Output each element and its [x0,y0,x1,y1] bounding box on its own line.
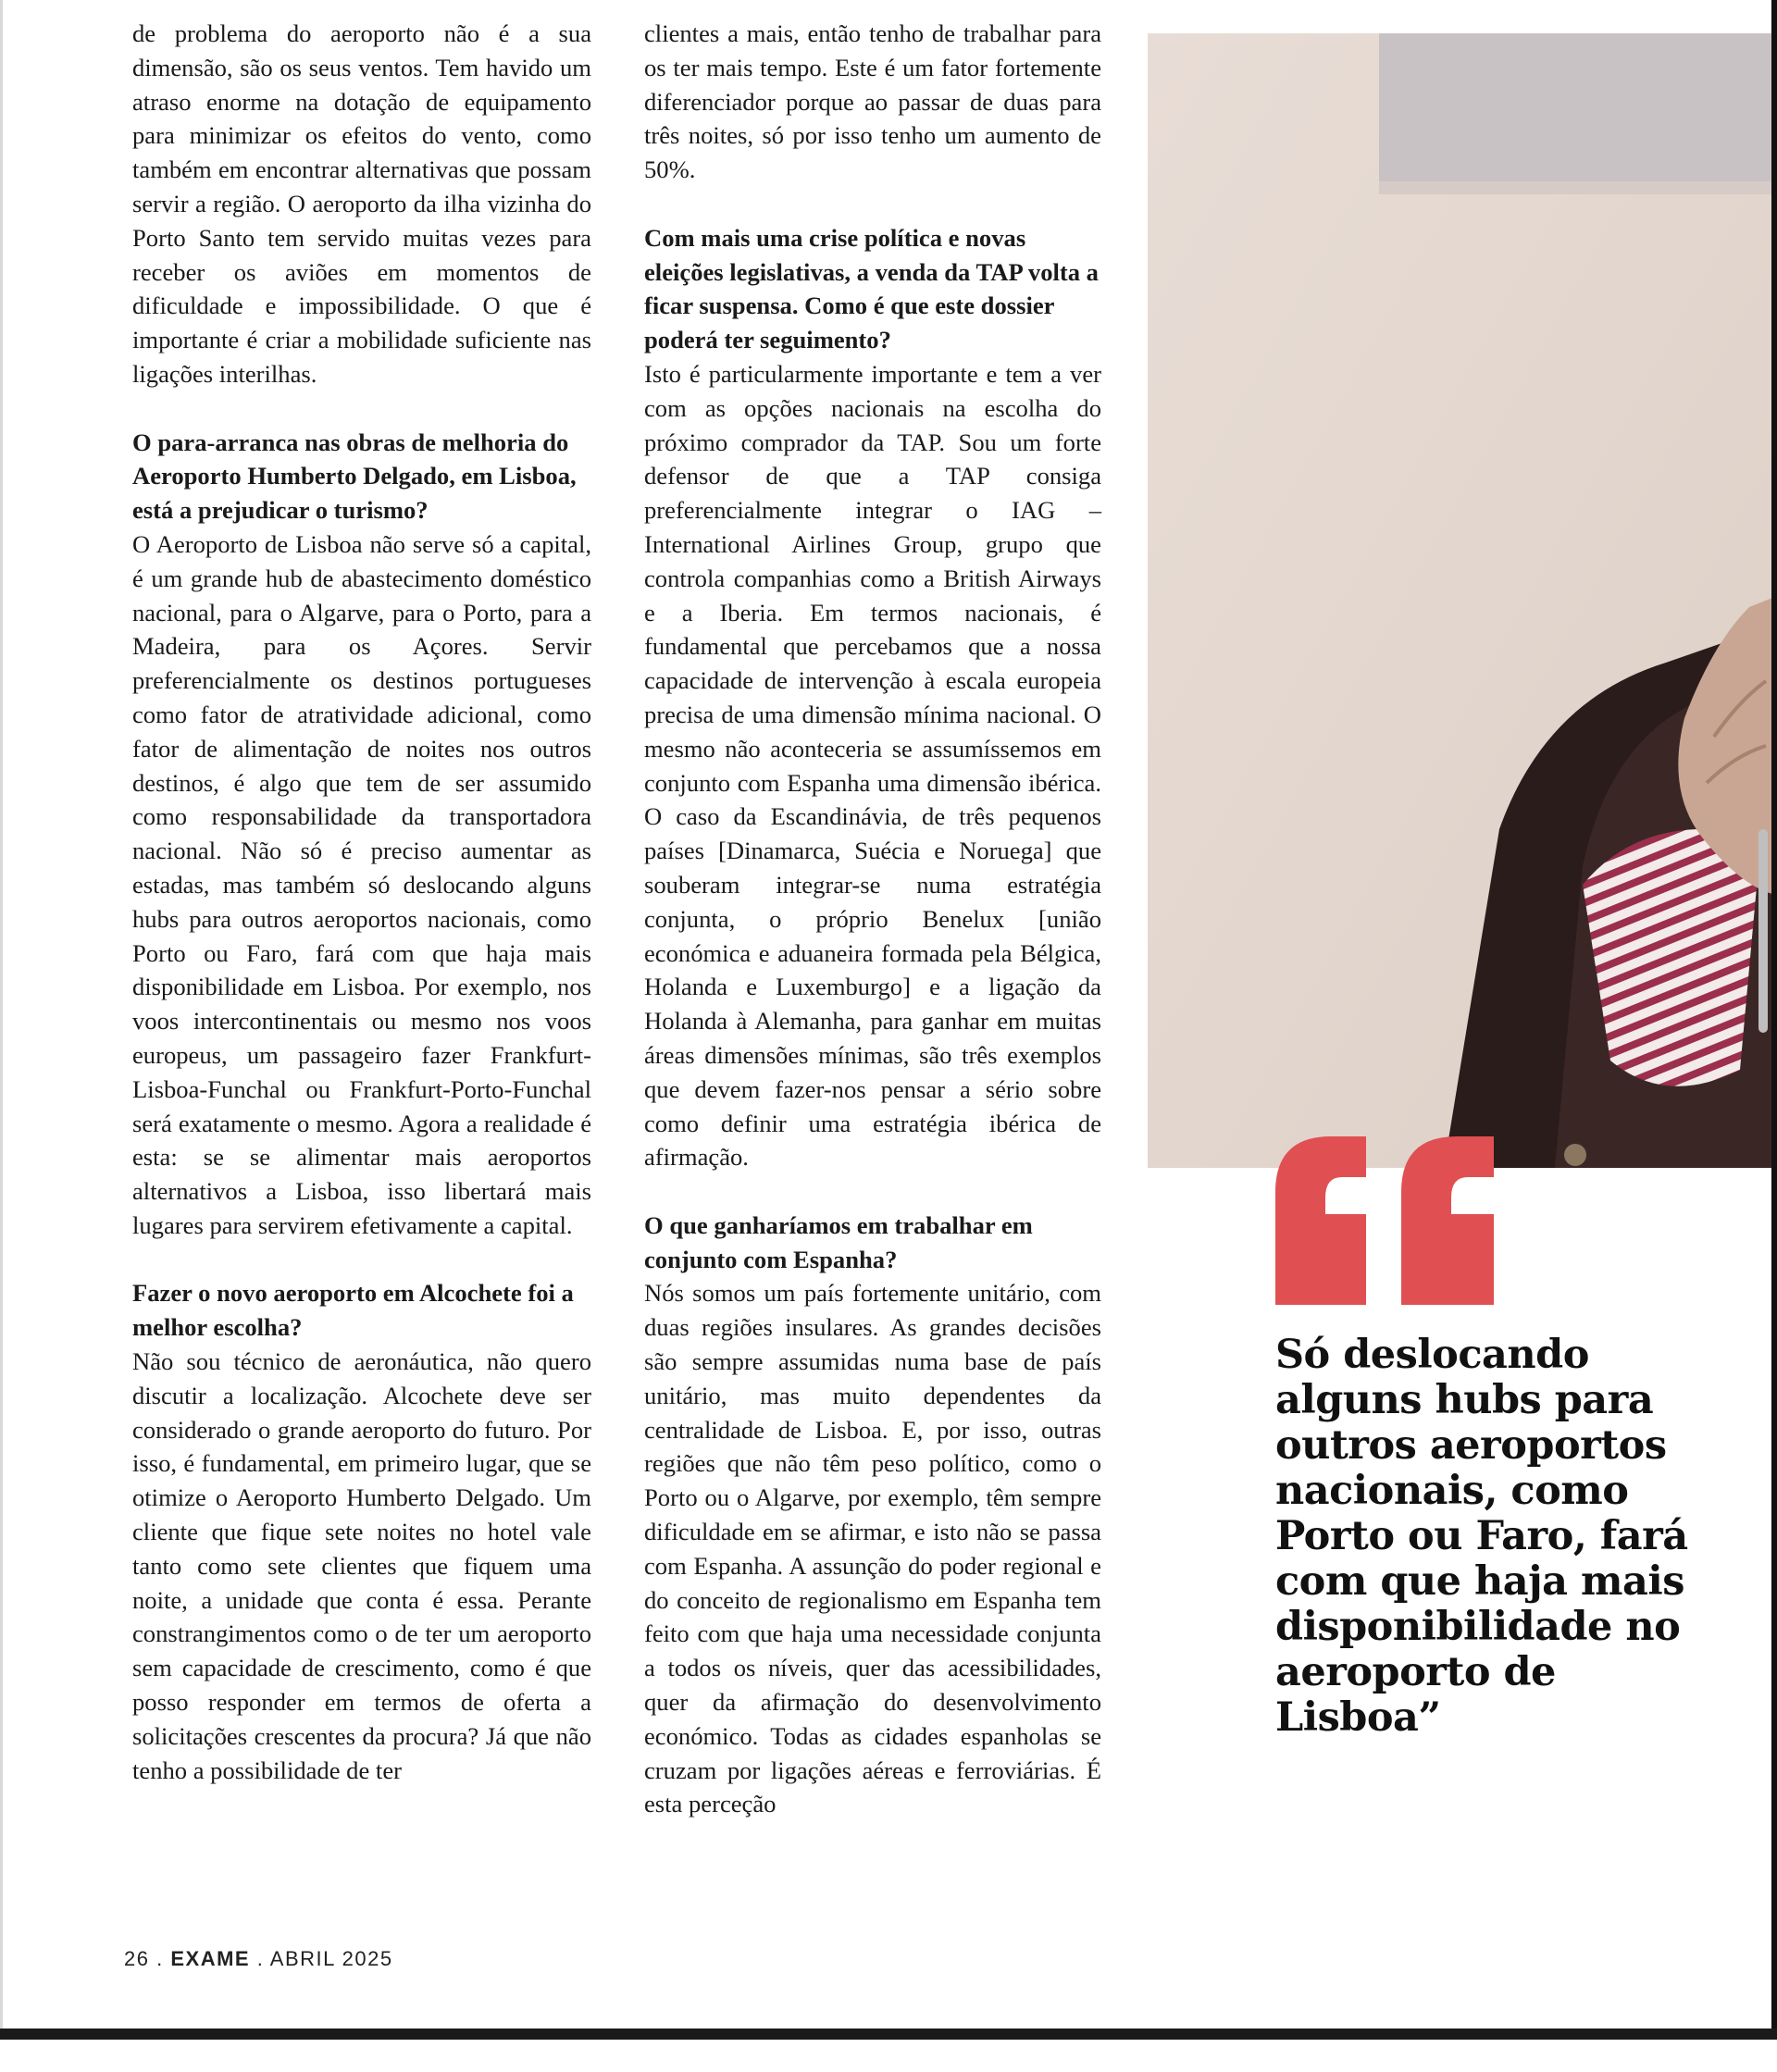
interview-question: O para-arranca nas obras de melhoria do Aeroporto Humberto Delgado, em Lisboa, está a prejudicar o turismo? [132,428,577,525]
interviewee-photo [1148,33,1772,1168]
page-left-edge [0,0,3,2036]
page-footer [124,1947,393,1971]
paragraph: Não sou técnico de aeronáutica, não quero discutir a localização. Alcochete deve ser considerado o grande aeroporto do futuro. Por isso, é fundamental, em primeiro lugar, que se otimize o Aeroporto Humberto Delgado. Um cliente que fique sete noites no hotel vale tanto como sete clientes que fiquem uma noite, a unidade que conta é essa. Perante constrangimentos como o de ter um aeroporto sem capacidade de crescimento, como é que posso responder em termos de oferta a solicitações crescentes da procura? Já que não tenho a possibilidade de ter [132,1347,591,1784]
paragraph: Nós somos um país fortemente unitário, com duas regiões insulares. As grandes decisões são sempre assumidas numa base de país unitário, mas muito dependentes da centralidade de Lisboa. E, por isso, outras regiões que não têm peso político, como o Porto ou o Algarve, por exemplo, têm sempre dificuldade em se afirmar, e isto não se passa com Espanha. A assunção do poder regional e do conceito de regionalismo em Espanha tem feito com que haja uma necessidade conjunta a todos os níveis, quer das acessibilidades, quer da afirmação do desenvolvimento económico. Todas as cidades espanholas se cruzam por ligações aéreas e ferroviárias. É esta perceção [644,1279,1101,1818]
footer-separator: . [256,1947,265,1970]
paragraph: de problema do aeroporto não é a sua dimensão, são os seus ventos. Tem havido um atraso enorme na dotação de equipamento para minimizar os efeitos do vento, como também em encontrar alternativas que possam servir a região. O aeroporto da ilha vizinha do Porto Santo tem servido muitas vezes para receber os aviões em momentos de dificuldade e impossibilidade. O que é importante é criar a mobilidade suficiente nas ligações interilhas. [132,19,591,388]
interview-question: Com mais uma crise política e novas eleições legislativas, a venda da TAP volta a ficar suspensa. Como é que este dossier poderá ter seguimento? [644,223,1099,354]
paragraph: clientes a mais, então tenho de trabalhar para os ter mais tempo. Este é um fator fortemente diferenciador porque ao passar de duas para três noites, só por isso tenho um aumento de 50%. [644,19,1101,184]
page-right-edge [1771,0,1777,2036]
paragraph: O Aeroporto de Lisboa não serve só a capital, é um grande hub de abastecimento doméstico nacional, para o Algarve, para o Porto, para a Madeira, para os Açores. Servir preferencialmente os destinos portugueses como fator de atratividade adicional, como fator de alimentação de noites nos outros destinos, é algo que tem de ser assumido como responsabilidade da transportadora nacional. Não só é preciso aumentar as estadas, mas também só deslocando alguns hubs para outros aeroportos nacionais, como Porto ou Faro, fará com que haja mais disponibilidade em Lisboa. Por exemplo, nos voos intercontinentais ou mesmo nos voos europeus, um passageiro fazer Frankfurt-Lisboa-Funchal ou Frankfurt-Porto-Funchal será exatamente o mesmo. Agora a realidade é esta: se se alimentar mais aeroportos alternativos a Lisboa, isso libertará mais lugares para servirem efetivamente a capital. [132,529,591,1239]
article-column-1 [132,17,591,1787]
magazine-brand: EXAME [170,1947,251,1970]
article-column-2 [644,17,1101,1821]
quote-mark-icon [1275,1136,1494,1305]
interview-question: Fazer o novo aeroporto em Alcochete foi a melhor escolha? [132,1279,574,1342]
page-number: 26 [124,1947,150,1970]
interview-question: O que ganharíamos em trabalhar em conjunto com Espanha? [644,1210,1033,1273]
paragraph: Isto é particularmente importante e tem a ver com as opções nacionais na escolha do próximo comprador da TAP. Sou um forte defensor de que a TAP consiga preferencialmente integrar o IAG – International Airlines Group, grupo que controla companhias como a British Airways e a Iberia. Em termos nacionais, é fundamental que percebamos que a nossa capacidade de intervenção à escala europeia precisa de uma dimensão mínima nacional. O mesmo não aconteceria se assumíssemos em conjunto com Espanha uma dimensão ibérica. O caso da Escandinávia, de três pequenos países [Dinamarca, Suécia e Noruega] que souberam integrar-se numa estratégia conjunta, o próprio Benelux [união económica e aduaneira formada pela Bélgica, Holanda e Luxemburgo] e a ligação da Holanda à Alemanha, para ganhar em muitas áreas dimensões mínimas, são três exemplos que devem fazer-nos pensar a sério sobre como definir uma estratégia ibérica de afirmação. [644,359,1101,1172]
footer-separator: . [156,1947,164,1970]
issue-date: ABRIL 2025 [269,1947,393,1970]
pull-quote: Só deslocando alguns hubs para outros aeroportos nacionais, como Porto ou Faro, fará com que haja mais disponibilidade no aeroporto de Lisboa” [1275,1332,1688,1741]
page-bottom-rule [0,2029,1777,2040]
